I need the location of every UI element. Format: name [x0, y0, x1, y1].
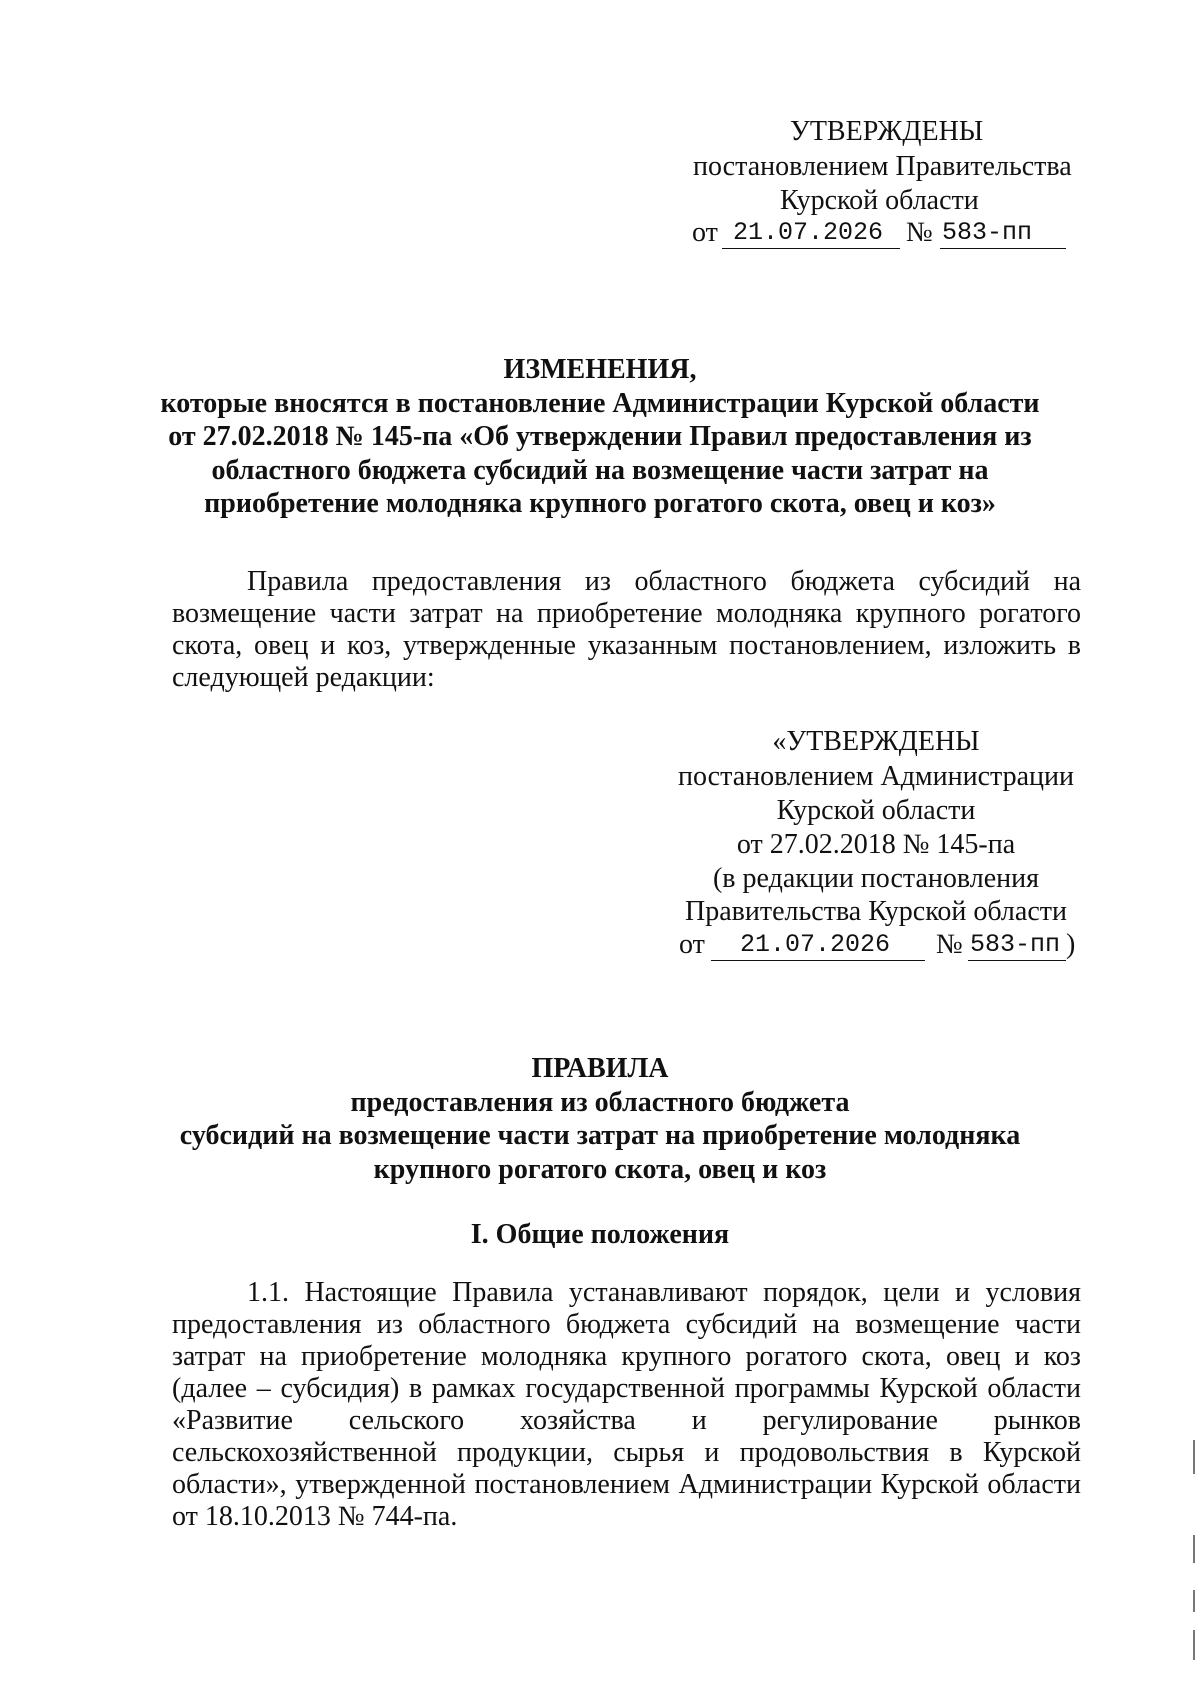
inner-approval-number: 583-пп — [970, 930, 1061, 959]
inner-approval-authority: постановлением Администрации — [678, 761, 1074, 792]
paragraph-line: области», утвержденной постановлением Администрации Курской области — [172, 1469, 1081, 1500]
intro-paragraph — [172, 566, 1081, 694]
scan-edge-mark — [1193, 1630, 1195, 1660]
paragraph-line: скота, овец и коз, утвержденные указанным постановлением, изложить в — [172, 630, 1081, 661]
inner-approval-close: ) — [1066, 929, 1076, 960]
changes-line: приобретение молодняка крупного рогатого скота, овец и коз» — [204, 488, 996, 519]
inner-approval-heading: «УТВЕРЖДЕНЫ — [772, 726, 980, 757]
inner-approval-region: Курской области — [776, 795, 976, 826]
paragraph-line: возмещение части затрат на приобретение молодняка крупного рогатого — [172, 598, 1081, 629]
paragraph-line: сельскохозяйственной продукции, сырья и продовольствия в Курской — [172, 1437, 1081, 1468]
inner-approval-from-label: от — [679, 929, 705, 960]
scan-edge-mark — [1193, 1590, 1195, 1612]
rules-line: предоставления из областного бюджета — [350, 1086, 850, 1118]
rules-title-block — [130, 1052, 1070, 1186]
rules-line: субсидий на возмещение части затрат на приобретение молодняка — [179, 1120, 1021, 1151]
rules-line: крупного рогатого скота, овец и коз — [373, 1153, 827, 1185]
paragraph-line: «Развитие сельского хозяйства и регулирование рынков — [172, 1405, 1081, 1436]
approval-number: 583-пп — [942, 218, 1033, 247]
inner-approval-revision: (в редакции постановления — [712, 863, 1040, 894]
approval-date: 21.07.2026 — [733, 218, 884, 247]
scan-edge-mark — [1193, 1440, 1195, 1474]
changes-line: которые вносятся в постановление Администрации Курской области — [160, 387, 1040, 419]
inner-approval-original-date: от 27.02.2018 № 145-па — [736, 829, 1016, 860]
approval-authority: постановлением Правительства — [693, 151, 1072, 182]
rules-title: ПРАВИЛА — [531, 1053, 669, 1084]
section-heading: I. Общие положения — [470, 1219, 730, 1250]
approval-from-label: от — [692, 217, 718, 248]
paragraph-line: затрат на приобретение молодняка крупного рогатого скота, овец и коз — [172, 1341, 1081, 1372]
paragraph-line: от 18.10.2013 № 744-па. — [172, 1501, 458, 1532]
approval-number-label: № — [906, 217, 933, 248]
changes-line: от 27.02.2018 № 145-па «Об утверждении Правил предоставления из — [168, 421, 1032, 452]
changes-line: областного бюджета субсидий на возмещение части затрат на — [211, 454, 989, 486]
inner-approval-number-label: № — [936, 929, 963, 960]
paragraph-line: (далее – субсидия) в рамках государственной программы Курской области — [172, 1373, 1081, 1404]
inner-approval-date: 21.07.2026 — [740, 930, 891, 959]
paragraph-line: предоставления из областного бюджета субсидий на возмещение части — [172, 1309, 1081, 1340]
section1-paragraph — [172, 1277, 1081, 1533]
paragraph-line: следующей редакции: — [172, 662, 435, 693]
changes-title: ИЗМЕНЕНИЯ, — [503, 354, 697, 385]
inner-approval-government: Правительства Курской области — [685, 896, 1067, 927]
paragraph-line: 1.1. Настоящие Правила устанавливают порядок, цели и условия — [247, 1277, 1081, 1308]
changes-title-block — [130, 353, 1070, 521]
paragraph-line: Правила предоставления из областного бюджета субсидий на — [247, 566, 1081, 597]
scan-edge-mark — [1193, 1535, 1195, 1563]
approval-region: Курской области — [780, 185, 979, 216]
approval-heading: УТВЕРЖДЕНЫ — [790, 116, 984, 147]
